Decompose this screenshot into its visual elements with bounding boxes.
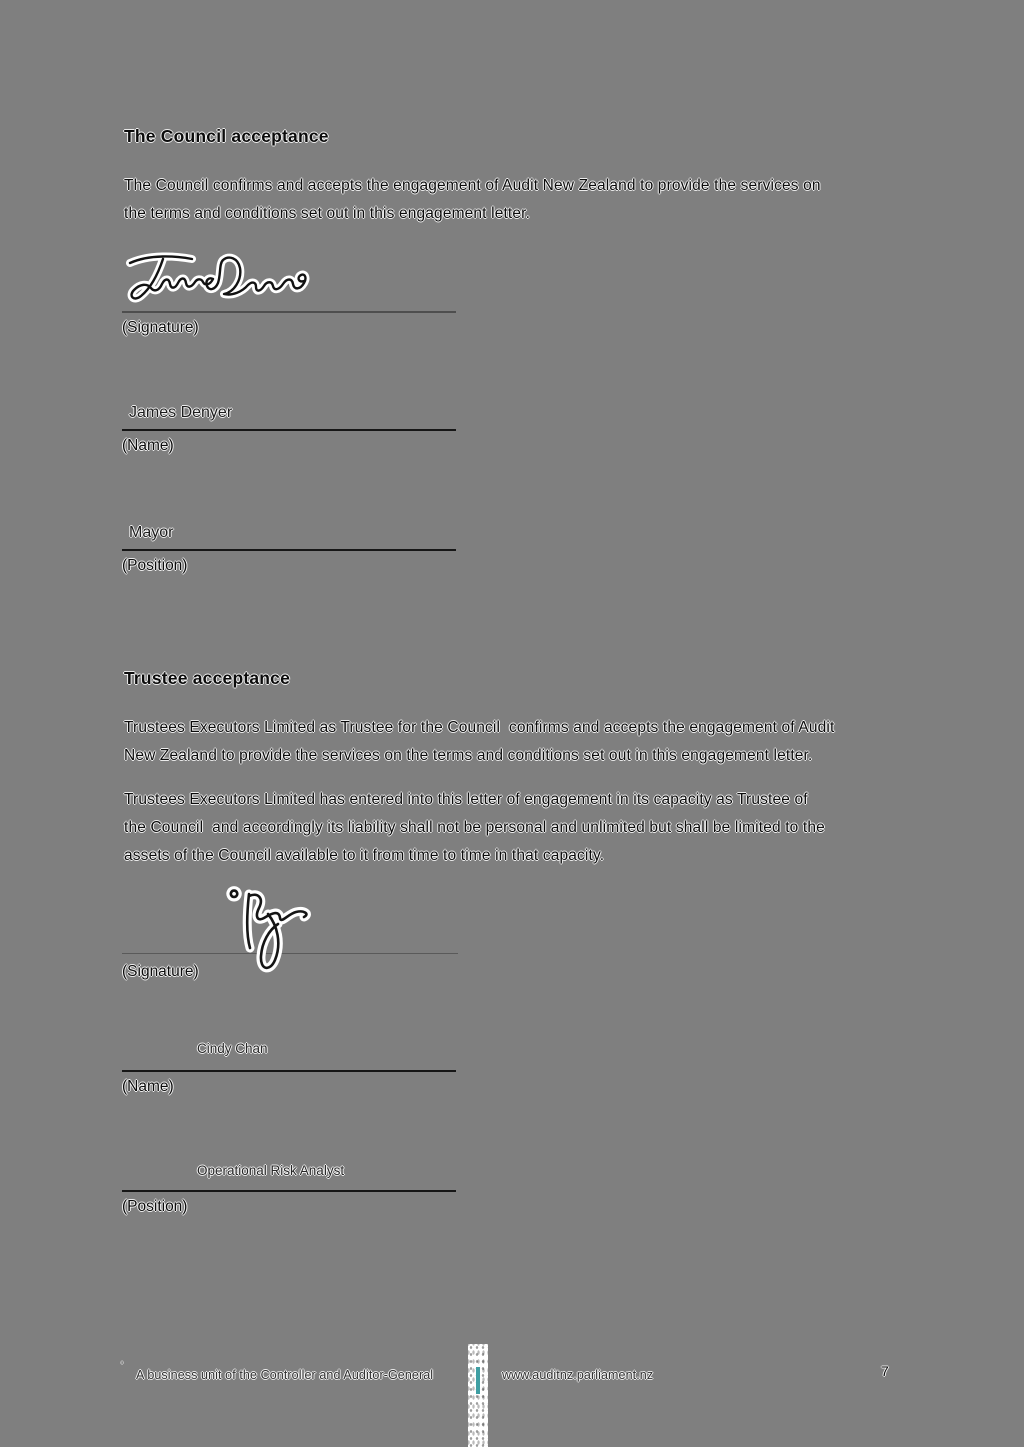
council-position-value: Mayor: [129, 524, 174, 541]
council-body-line-1: The Council confirms and accepts the engagement of Audit New Zealand to provide the services on: [124, 177, 821, 194]
trustee-body1-line-1: Trustees Executors Limited as Trustee for the Council confirms and accepts the engagement of Audit: [124, 719, 835, 736]
trustee-name-label: (Name): [122, 1078, 174, 1095]
trustee-body-paragraph-1: [124, 714, 924, 770]
audit-nz-logo-teal-bar-icon: [476, 1367, 480, 1394]
trustee-name-line: [122, 1070, 456, 1072]
council-signature-handwriting-icon: [124, 250, 309, 310]
council-name-label: (Name): [122, 437, 174, 454]
trustee-acceptance-heading: Trustee acceptance: [124, 668, 291, 688]
council-body-line-2: the terms and conditions set out in this engagement letter.: [124, 205, 531, 222]
council-signature-line: [122, 311, 456, 313]
trustee-body2-line-2: the Council and accordingly its liability shall not be personal and unlimited but shall be limited to the: [124, 819, 825, 836]
footer-note-mark: ': [121, 1360, 124, 1372]
audit-nz-logo-strip: [468, 1344, 488, 1447]
trustee-signature-label: (Signature): [122, 963, 199, 980]
trustee-body-paragraph-2: [124, 786, 924, 870]
council-position-label: (Position): [122, 557, 188, 574]
council-acceptance-heading: The Council acceptance: [124, 126, 329, 146]
trustee-position-line: [122, 1190, 456, 1192]
page-number: 7: [881, 1363, 889, 1379]
footer-business-unit-text: A business unit of the Controller and Auditor-General: [136, 1368, 434, 1382]
council-signature-label: (Signature): [122, 319, 199, 336]
trustee-body1-line-2: New Zealand to provide the services on the terms and conditions set out in this engagement letter.: [124, 747, 813, 764]
council-body-paragraph: [124, 172, 914, 228]
council-position-line: [122, 549, 456, 551]
trustee-name-value: Cindy Chan: [197, 1041, 268, 1056]
trustee-signature-handwriting-icon: [222, 888, 327, 983]
council-name-line: [122, 429, 456, 431]
council-name-value: James Denyer: [129, 404, 233, 421]
trustee-position-label: (Position): [122, 1198, 188, 1215]
trustee-body2-line-3: assets of the Council available to it from time to time in that capacity.: [124, 847, 605, 864]
trustee-body2-line-1: Trustees Executors Limited has entered into this letter of engagement in its capacity as Trustee of: [124, 791, 808, 808]
trustee-position-value: Operational Risk Analyst: [197, 1163, 345, 1178]
footer-url: www.auditnz.parliament.nz: [502, 1368, 654, 1382]
